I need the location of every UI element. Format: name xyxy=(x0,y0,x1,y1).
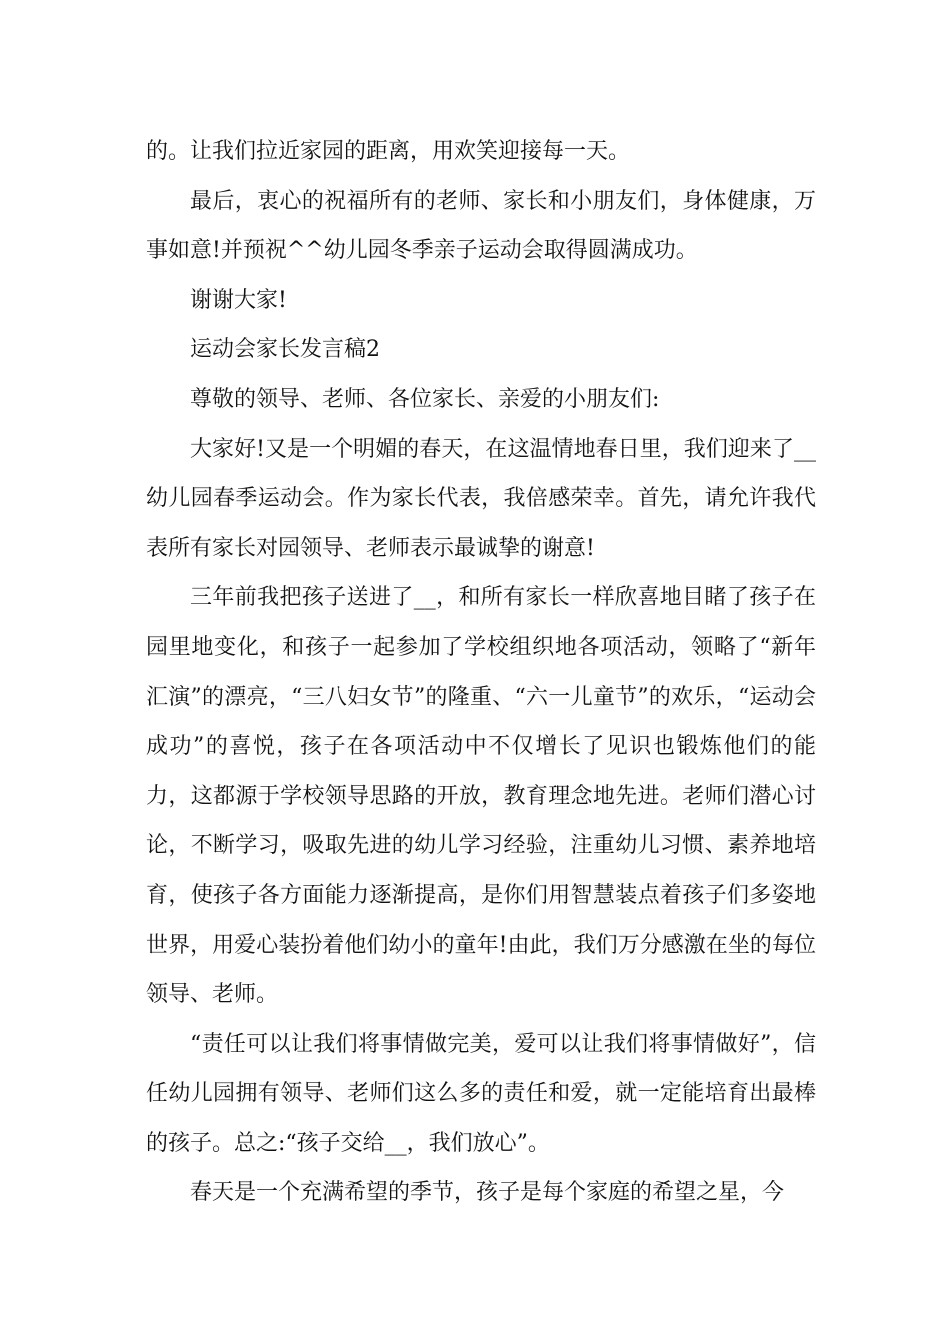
document-body xyxy=(146,127,816,1218)
paragraph-greeting: 大家好!又是一个明媚的春天，在这温情地春日里，我们迎来了__幼儿园春季运动会。作为家长代表，我倍感荣幸。首先，请允许我代表所有家长对园领导、老师表示最诚挚的谢意! xyxy=(146,436,816,561)
paragraph-salutation: 尊敬的领导、老师、各位家长、亲爱的小朋友们: xyxy=(190,386,660,412)
paragraph-continuation: 的。让我们拉近家园的距离，用欢笑迎接每一天。 xyxy=(146,139,631,164)
paragraph-quote: “责任可以让我们将事情做完美，爱可以让我们将事情做好”，信任幼儿园拥有领导、老师们这么多的责任和爱，就一定能培育出最棒的孩子。总之:“孩子交给__，我们放心”。 xyxy=(146,1031,816,1156)
paragraph-closing-wishes: 最后，衷心的祝福所有的老师、家长和小朋友们，身体健康，万事如意!并预祝^^幼儿园冬季亲子运动会取得圆满成功。 xyxy=(146,188,816,264)
paragraph-thanks: 谢谢大家! xyxy=(190,287,287,313)
paragraph-memories: 三年前我把孩子送进了__，和所有家长一样欣喜地目睹了孩子在园里地变化，和孩子一起参加了学校组织地各项活动，领略了“新年汇演”的漂亮，“三八妇女节”的隆重、“六一儿童节”的欢乐，“运动会成功”的喜悦，孩子在各项活动中不仅增长了见识也锻炼他们的能力，这都源于学校领导思路的开放，教育理念地先进。老师们潜心讨论，不断学习，吸取先进的幼儿学习经验，注重幼儿习惯、素养地培育，使孩子各方面能力逐渐提高，是你们用智慧装点着孩子们多姿地世界，用爱心装扮着他们幼小的童年!由此，我们万分感激在坐的每位领导、老师。 xyxy=(146,585,816,1008)
section-title: 运动会家长发言稿2 xyxy=(190,337,380,363)
paragraph-spring: 春天是一个充满希望的季节，孩子是每个家庭的希望之星，今 xyxy=(190,1180,785,1206)
